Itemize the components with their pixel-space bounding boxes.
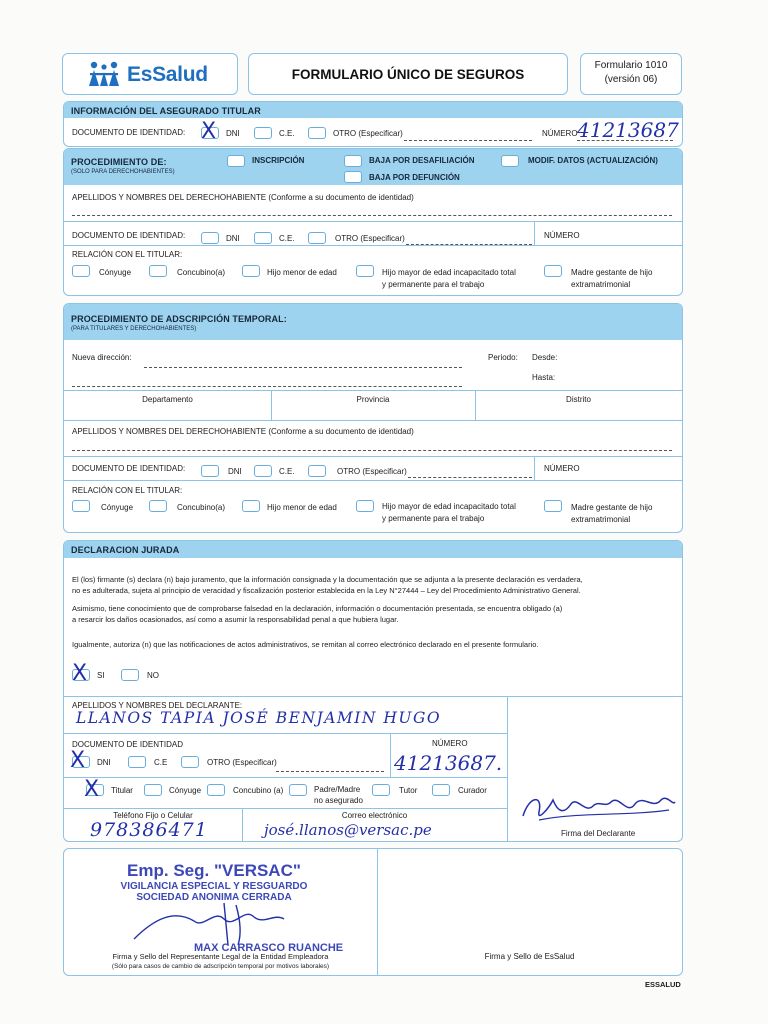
adscripcion-title: PROCEDIMIENTO DE ADSCRIPCIÓN TEMPORAL:: [71, 314, 287, 324]
adscripcion-section: [63, 303, 683, 533]
no-label: NO: [147, 671, 159, 680]
declaracion-paragraph-1: [72, 574, 682, 596]
form-number: Formulario 1010: [594, 60, 668, 71]
declaracion-p2-line1: Asimismo, tiene conocimiento que de comprobarse falsedad en la declaración, información o documentación presentada, se encuentra obligado (a): [72, 604, 563, 613]
declaracion-section: [63, 540, 683, 842]
adsc-ce-label: C.E.: [279, 467, 295, 476]
rel-titular-label: Titular: [111, 786, 133, 795]
baja-desafiliacion-checkbox[interactable]: [344, 155, 362, 167]
titular-otro-line: [404, 140, 532, 141]
rel-tutor-checkbox[interactable]: [372, 784, 390, 796]
inscripcion-label: INSCRIPCIÓN: [252, 156, 305, 165]
proc-apellidos-line: [72, 215, 672, 216]
titular-doc-label: DOCUMENTO DE IDENTIDAD:: [72, 128, 186, 137]
distrito-label: Distrito: [566, 395, 591, 404]
hasta-label: Hasta:: [532, 373, 556, 382]
declarante-doc-label: DOCUMENTO DE IDENTIDAD: [72, 740, 183, 749]
rel-curador-label: Curador: [458, 786, 487, 795]
firmas-section: [63, 848, 683, 976]
titular-dni-check-mark: X: [201, 119, 217, 144]
title-box: [248, 53, 568, 95]
declarante-dni-check-mark: X: [70, 748, 86, 773]
adsc-hijo-menor-checkbox[interactable]: [242, 500, 260, 512]
adsc-otro-checkbox[interactable]: [308, 465, 326, 477]
firma-essalud-label: Firma y Sello de EsSalud: [484, 952, 575, 961]
declarante-dni-label: DNI: [97, 758, 111, 767]
proc-hijo-menor-label: Hijo menor de edad: [267, 268, 337, 277]
modif-datos-checkbox[interactable]: [501, 155, 519, 167]
modif-datos-label: MODIF. DATOS (ACTUALIZACIÓN): [528, 156, 658, 165]
inscripcion-checkbox[interactable]: [227, 155, 245, 167]
rel-conyuge-label: Cónyuge: [169, 786, 202, 795]
proc-dni-label: DNI: [226, 234, 240, 243]
adsc-doc-label: DOCUMENTO DE IDENTIDAD:: [72, 464, 186, 473]
correo-label: Correo electrónico: [341, 811, 408, 820]
proc-conyuge-label: Cónyuge: [99, 268, 132, 277]
rel-padre-label-2: no asegurado: [314, 796, 363, 805]
provincia-label: Provincia: [356, 395, 390, 404]
declarante-otro-checkbox[interactable]: [181, 756, 199, 768]
adsc-apellidos-label: APELLIDOS Y NOMBRES DEL DERECHOHABIENTE (Conforme a su documento de identidad): [72, 427, 414, 436]
adsc-apellidos-line: [72, 450, 672, 451]
rel-concubino-checkbox[interactable]: [207, 784, 225, 796]
proc-hijo-mayor-label-2: y permanente para el trabajo: [382, 280, 485, 289]
proc-dni-checkbox[interactable]: [201, 232, 219, 244]
proc-otro-checkbox[interactable]: [308, 232, 326, 244]
proc-concubino-checkbox[interactable]: [149, 265, 167, 277]
telefono-label: Teléfono Fijo o Celular: [113, 811, 193, 820]
proc-conyuge-checkbox[interactable]: [72, 265, 90, 277]
si-check-mark: X: [72, 661, 88, 686]
adsc-conyuge-label: Cónyuge: [101, 503, 134, 512]
proc-madre-label-2: extramatrimonial: [571, 280, 631, 289]
proc-ce-label: C.E.: [279, 234, 295, 243]
proc-otro-label: OTRO (Especificar): [335, 234, 405, 243]
adsc-relacion-label: RELACIÓN CON EL TITULAR:: [72, 486, 183, 495]
adsc-madre-checkbox[interactable]: [544, 500, 562, 512]
declarante-ce-label: C.E: [154, 758, 168, 767]
stamp-line-2: VIGILANCIA ESPECIAL Y RESGUARDO: [120, 881, 308, 892]
declarante-signature-icon: [519, 786, 679, 830]
nueva-direccion-line-2: [72, 386, 462, 387]
declarante-apellidos-label: APELLIDOS Y NOMBRES DEL DECLARANTE:: [72, 701, 243, 710]
baja-defuncion-checkbox[interactable]: [344, 171, 362, 183]
proc-hijo-menor-checkbox[interactable]: [242, 265, 260, 277]
stamp-line-3: SOCIEDAD ANONIMA CERRADA: [136, 892, 292, 903]
rel-padre-label-1: Padre/Madre: [314, 785, 361, 794]
titular-otro-checkbox[interactable]: [308, 127, 326, 139]
adsc-madre-label-2: extramatrimonial: [571, 515, 631, 524]
titular-section-title: INFORMACIÓN DEL ASEGURADO TITULAR: [71, 106, 261, 116]
stamp-name: MAX CARRASCO RUANCHE: [194, 942, 344, 954]
bottom-essalud-label: ESSALUD: [645, 980, 681, 989]
declarante-numero-label: NÚMERO: [432, 739, 468, 748]
rel-titular-check-mark: X: [84, 777, 100, 802]
desde-label: Desde:: [532, 353, 558, 362]
adsc-concubino-checkbox[interactable]: [149, 500, 167, 512]
proc-relacion-label: RELACIÓN CON EL TITULAR:: [72, 250, 183, 259]
proc-madre-label-1: Madre gestante de hijo: [571, 268, 653, 277]
titular-ce-label: C.E.: [279, 129, 295, 138]
proc-hijo-mayor-label-1: Hijo mayor de edad incapacitado total: [382, 268, 516, 277]
titular-ce-checkbox[interactable]: [254, 127, 272, 139]
declaracion-p1-line2: no es adulterada, sujeta al principio de veracidad y fiscalización posterior establecida en la Ley N°27444 – Ley del Procedimiento Administrativo General.: [72, 586, 581, 595]
baja-defuncion-label: BAJA POR DEFUNCIÓN: [369, 173, 460, 182]
logo-text: EsSalud: [127, 63, 208, 86]
adsc-otro-line: [408, 477, 532, 478]
adsc-hijo-menor-label: Hijo menor de edad: [267, 503, 337, 512]
procedimiento-title: PROCEDIMIENTO DE:: [71, 157, 167, 167]
no-checkbox[interactable]: [121, 669, 139, 681]
titular-numero-line: [577, 140, 673, 141]
correo-value[interactable]: josé.llanos@versac.pe: [264, 821, 432, 839]
adsc-numero-label: NÚMERO: [544, 464, 580, 473]
si-label: SI: [97, 671, 105, 680]
form-title: FORMULARIO ÚNICO DE SEGUROS: [291, 67, 525, 82]
adscripcion-sub: (PARA TITULARES Y DERECHOHABIENTES): [71, 326, 197, 332]
adsc-dni-checkbox[interactable]: [201, 465, 219, 477]
adsc-concubino-label: Concubino(a): [177, 503, 226, 512]
titular-numero-label: NÚMERO: [542, 129, 578, 138]
form-version: (versión 06): [604, 74, 658, 85]
declaracion-paragraph-3: Igualmente, autoriza (n) que las notificaciones de actos administrativos, se remitan al correo electrónico declarado en el presente formulario.: [72, 640, 539, 649]
firma-declarante-label: Firma del Declarante: [561, 829, 636, 838]
declarante-otro-label: OTRO (Especificar): [207, 758, 277, 767]
adsc-hijo-mayor-checkbox[interactable]: [356, 500, 374, 512]
declarante-numero-value[interactable]: 41213687.: [394, 751, 503, 775]
telefono-value[interactable]: 978386471: [90, 819, 208, 841]
declaracion-p1-line1: El (los) firmante (s) declara (n) bajo juramento, que la información consignada y la documentación que se adjunta a la presente declaración es verdadera,: [72, 575, 583, 584]
adsc-hijo-mayor-label-1: Hijo mayor de edad incapacitado total: [382, 502, 516, 511]
logo-box: [62, 53, 238, 95]
proc-madre-checkbox[interactable]: [544, 265, 562, 277]
proc-ce-checkbox[interactable]: [254, 232, 272, 244]
rel-tutor-label: Tutor: [399, 786, 418, 795]
proc-doc-label: DOCUMENTO DE IDENTIDAD:: [72, 231, 186, 240]
titular-numero-value[interactable]: 41213687: [577, 118, 679, 142]
adsc-otro-label: OTRO (Especificar): [337, 467, 407, 476]
nueva-direccion-label: Nueva dirección:: [72, 353, 132, 362]
firma-empleadora-sub: (Sólo para casos de cambio de adscripción temporal por motivos laborales): [111, 963, 330, 970]
adsc-hijo-mayor-label-2: y permanente para el trabajo: [382, 514, 485, 523]
declaracion-title: DECLARACION JURADA: [71, 545, 180, 555]
procedimiento-section: [63, 148, 683, 296]
stamp-line-1: Emp. Seg. "VERSAC": [127, 861, 301, 880]
procedimiento-sub: (SOLO PARA DERECHOHABIENTES): [71, 169, 175, 175]
adsc-madre-label-1: Madre gestante de hijo: [571, 503, 653, 512]
proc-numero-label: NÚMERO: [544, 231, 580, 240]
rel-conyuge-checkbox[interactable]: [144, 784, 162, 796]
rel-padre-checkbox[interactable]: [289, 784, 307, 796]
essalud-logo-icon: [87, 60, 127, 88]
titular-section: [63, 101, 683, 147]
departamento-label: Departamento: [142, 395, 193, 404]
form-number-box: [580, 53, 682, 95]
titular-otro-label: OTRO (Especificar): [333, 129, 403, 138]
titular-dni-label: DNI: [226, 129, 240, 138]
company-stamp: [94, 861, 334, 903]
rel-concubino-label: Concubino (a): [233, 786, 284, 795]
declarante-otro-line: [276, 771, 384, 772]
nueva-direccion-line-1: [144, 367, 462, 368]
declarante-ce-checkbox[interactable]: [128, 756, 146, 768]
adsc-ce-checkbox[interactable]: [254, 465, 272, 477]
declarante-nombre-value[interactable]: LLANOS TAPIA JOSÉ BENJAMIN HUGO: [76, 709, 442, 727]
proc-hijo-mayor-checkbox[interactable]: [356, 265, 374, 277]
baja-desafiliacion-label: BAJA POR DESAFILIACIÓN: [369, 156, 475, 165]
periodo-label: Periodo:: [488, 353, 518, 362]
firma-empleadora-label: Firma y Sello del Representante Legal de la Entidad Empleadora: [112, 952, 329, 961]
declaracion-paragraph-2: [72, 603, 682, 625]
proc-concubino-label: Concubino(a): [177, 268, 226, 277]
proc-apellidos-label: APELLIDOS Y NOMBRES DEL DERECHOHABIENTE (Conforme a su documento de identidad): [72, 193, 414, 202]
adsc-conyuge-checkbox[interactable]: [72, 500, 90, 512]
declaracion-p2-line2: a resarcir los daños ocasionados, así como a asumir la responsabilidad penal a que hubiera lugar.: [72, 615, 399, 624]
adsc-dni-label: DNI: [228, 467, 242, 476]
rel-curador-checkbox[interactable]: [432, 784, 450, 796]
